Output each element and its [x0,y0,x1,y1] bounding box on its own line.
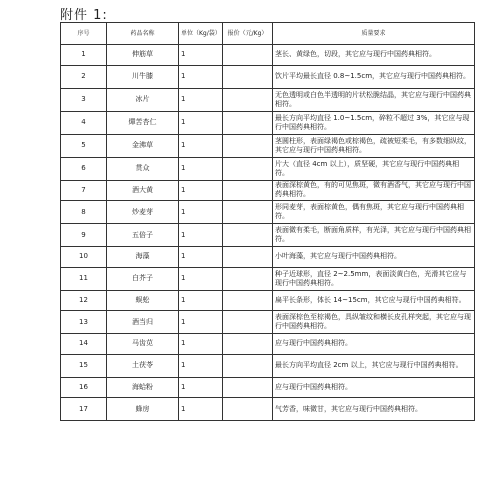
page-heading: 附件 1: [60,8,108,23]
quality-requirement: 茎圆柱形，表面绿褐色或棕褐色，疏被短柔毛，有多数细纵纹，其它应与现行中国药典相符。 [273,134,475,157]
quality-requirement: 茎长、黄绿色，切段，其它应与现行中国药典相符。 [273,45,475,66]
herb-name: 川牛膝 [107,65,179,88]
quality-requirement: 最长方向平均直径 2cm 以上，其它应与现行中国药典相符。 [273,354,475,377]
row-number: 6 [61,157,107,180]
price-cell [223,334,273,355]
herb-name: 白芥子 [107,267,179,290]
herb-name: 海藻 [107,247,179,268]
row-number: 9 [61,224,107,247]
unit-value: 1 [179,290,223,311]
quality-requirement: 表面微有柔毛，断面角质样，有光泽，其它应与现行中国药典相符。 [273,224,475,247]
table-row [61,267,475,290]
row-number: 4 [61,111,107,134]
unit-value: 1 [179,134,223,157]
unit-value: 1 [179,88,223,111]
price-cell [223,311,273,334]
quality-requirement: 小叶海藻，其它应与现行中国药典相符。 [273,247,475,268]
table-row [61,65,475,88]
price-cell [223,180,273,201]
table-body [61,45,475,421]
row-number: 14 [61,334,107,355]
quality-requirement: 种子近球形，直径 2~2.5mm，表面淡黄白色，光滑其它应与现行中国药典相符。 [273,267,475,290]
row-number: 11 [61,267,107,290]
row-number: 7 [61,180,107,201]
table-row [61,311,475,334]
row-number: 12 [61,290,107,311]
unit-value: 1 [179,180,223,201]
unit-value: 1 [179,224,223,247]
row-number: 8 [61,201,107,224]
herb-name: 炒麦芽 [107,201,179,224]
row-number: 1 [61,45,107,66]
table-row [61,290,475,311]
table-row [61,247,475,268]
price-cell [223,290,273,311]
price-cell [223,377,273,398]
herb-name: 海蛤粉 [107,377,179,398]
unit-value: 1 [179,247,223,268]
unit-value: 1 [179,354,223,377]
table-row [61,334,475,355]
unit-value: 1 [179,267,223,290]
header-unit: 单位（Kg/袋） [179,23,223,45]
price-cell [223,354,273,377]
row-number: 17 [61,398,107,421]
table-row [61,134,475,157]
quality-requirement: 应与现行中国药典相符。 [273,377,475,398]
herb-name: 燀苦杏仁 [107,111,179,134]
unit-value: 1 [179,65,223,88]
price-cell [223,111,273,134]
table-row [61,354,475,377]
unit-value: 1 [179,111,223,134]
quality-requirement: 形同麦芽，表面棕黄色，偶有焦斑，其它应与现行中国药典相符。 [273,201,475,224]
herb-name: 酒当归 [107,311,179,334]
price-cell [223,157,273,180]
price-cell [223,88,273,111]
table-row [61,111,475,134]
price-cell [223,45,273,66]
row-number: 10 [61,247,107,268]
table-row [61,45,475,66]
herb-name: 土茯苓 [107,354,179,377]
herb-name: 五倍子 [107,224,179,247]
table-row [61,398,475,421]
quality-requirement: 最长方向平均直径 1.0~1.5cm，碎粒不超过 3%，其它应与现行中国药典相符。 [273,111,475,134]
unit-value: 1 [179,398,223,421]
herb-name: 伸筋草 [107,45,179,66]
table-row [61,224,475,247]
herb-name: 蜂房 [107,398,179,421]
unit-value: 1 [179,157,223,180]
herb-name: 冰片 [107,88,179,111]
row-number: 3 [61,88,107,111]
table-header-row [61,23,475,45]
row-number: 16 [61,377,107,398]
row-number: 13 [61,311,107,334]
herb-name: 马齿苋 [107,334,179,355]
quality-requirement: 饮片平均最长直径 0.8~1.5cm，其它应与现行中国药典相符。 [273,65,475,88]
quality-requirement: 气芳香，味微甘，其它应与现行中国药典相符。 [273,398,475,421]
table-row [61,88,475,111]
quality-requirement: 扁平长条形，体长 14~15cm，其它应与现行中国药典相符。 [273,290,475,311]
price-cell [223,65,273,88]
quality-requirement: 表面深棕色至棕褐色，具纵皱纹和横长皮孔样突起，其它应与现行中国药典相符。 [273,311,475,334]
row-number: 15 [61,354,107,377]
herb-name: 金沸草 [107,134,179,157]
quality-requirement: 表面深棕黄色，有的可见焦斑，微有酒香气，其它应与现行中国药典相符。 [273,180,475,201]
unit-value: 1 [179,311,223,334]
unit-value: 1 [179,45,223,66]
unit-value: 1 [179,201,223,224]
table-row [61,377,475,398]
unit-value: 1 [179,334,223,355]
quality-requirement: 应与现行中国药典相符。 [273,334,475,355]
quality-requirement: 无色透明或白色半透明的片状松脆结晶，其它应与现行中国药典相符。 [273,88,475,111]
herb-quotation-table [60,22,475,421]
header-quality: 质量要求 [273,23,475,45]
table-row [61,180,475,201]
table-row [61,201,475,224]
row-number: 2 [61,65,107,88]
price-cell [223,398,273,421]
header-price: 报价（元/Kg） [223,23,273,45]
herb-name: 蜈蚣 [107,290,179,311]
header-name: 药品名称 [107,23,179,45]
price-cell [223,247,273,268]
price-cell [223,224,273,247]
price-cell [223,201,273,224]
price-cell [223,267,273,290]
quality-requirement: 片大（直径 4cm 以上），质坚硬，其它应与现行中国药典相符。 [273,157,475,180]
row-number: 5 [61,134,107,157]
herb-name: 酒大黄 [107,180,179,201]
header-no: 序号 [61,23,107,45]
unit-value: 1 [179,377,223,398]
herb-name: 贯众 [107,157,179,180]
table-row [61,157,475,180]
price-cell [223,134,273,157]
